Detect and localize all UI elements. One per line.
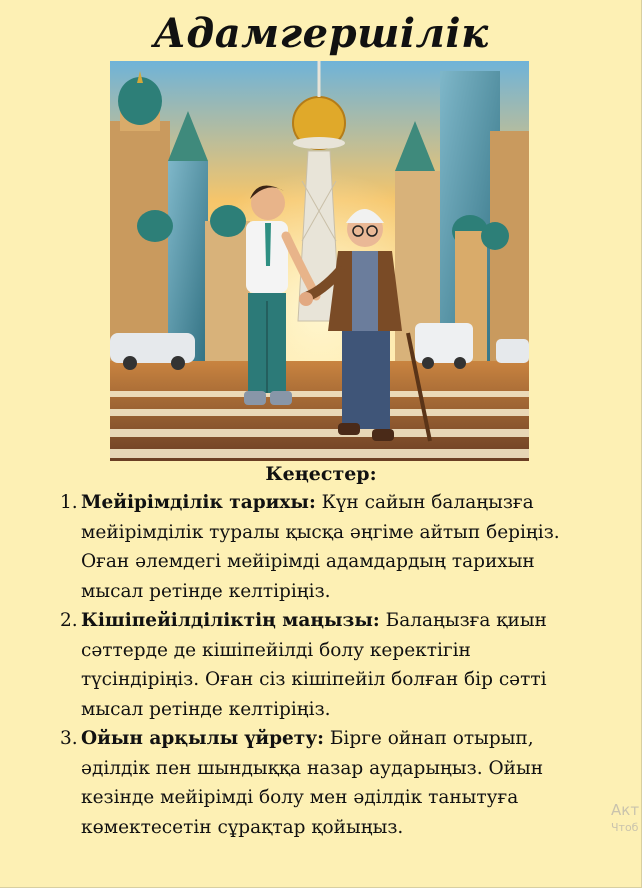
tip-title: Кішіпейілділіктің маңызы: <box>81 610 380 631</box>
tips-heading: Кеңестер: <box>265 463 377 485</box>
watermark-line1: Акт <box>611 801 640 819</box>
activation-watermark <box>611 801 639 834</box>
watermark-line2: Чтоб <box>611 821 639 834</box>
tip-text: Күн сайын балаңызға мейірімділік туралы қысқа әңгіме айтып беріңіз. Оған әлемдегі мейірімді адамдардың тарихын мысал ретінде келтіріңіз. <box>81 492 560 602</box>
tip-title: Мейірімділік тарихы: <box>81 492 316 513</box>
tip-item <box>60 606 590 724</box>
tips-list <box>60 488 590 842</box>
tip-item <box>60 724 590 842</box>
tip-number: 1. <box>60 492 78 513</box>
tip-number: 3. <box>60 728 78 749</box>
tip-number: 2. <box>60 610 78 631</box>
tip-text: Балаңызға қиын сәттерде де кішіпейілді болу керектігін түсіндіріңіз. Оған сіз кішіпейіл болған бір сәтті мысал ретінде келтіріңіз. <box>81 610 547 720</box>
page-title: Адамгершілік <box>153 10 489 57</box>
illustration-image <box>110 61 529 461</box>
tip-title: Ойын арқылы үйрету: <box>81 728 324 749</box>
tip-item <box>60 488 590 606</box>
tip-text: Бірге ойнап отырып, әділдік пен шындыққа назар аударыңыз. Ойын кезінде мейірімді болу мен әділдік танытуға көмектесетін сұрақтар қойыңыз. <box>81 728 544 838</box>
